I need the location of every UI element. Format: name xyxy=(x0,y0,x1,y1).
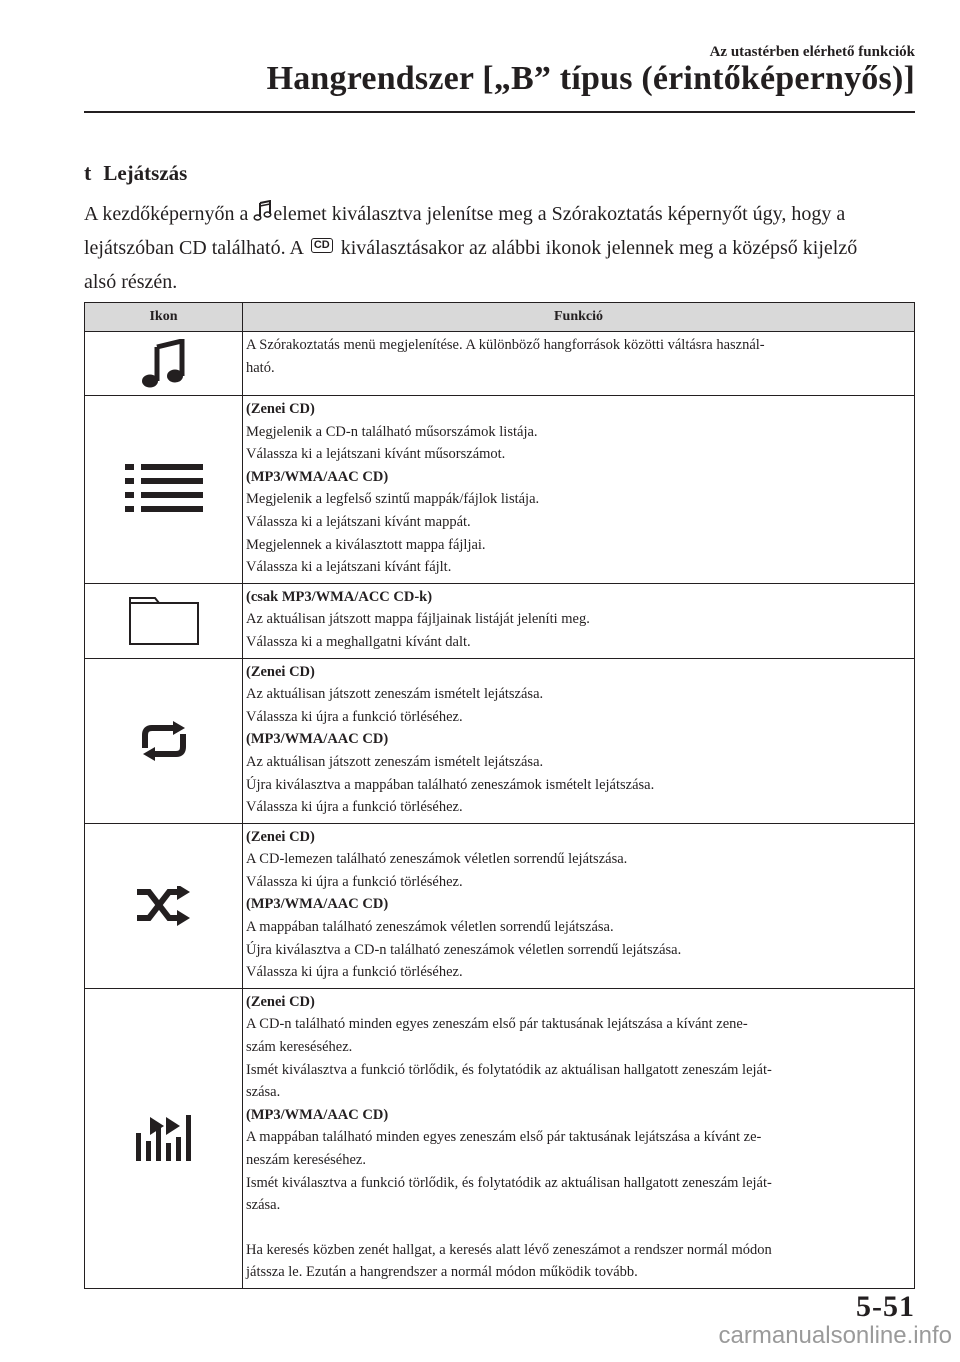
description-line: A mappában található minden egyes zeneszám első pár taktusának lejátszása a kívánt ze- xyxy=(246,1129,762,1146)
description-line: Válassza ki újra a funkció törléséhez. xyxy=(246,799,463,816)
function-table xyxy=(84,302,915,1289)
icon-cell xyxy=(85,332,243,396)
section-title: Lejátszás xyxy=(103,160,188,185)
description-line: A mappában található zeneszámok véletlen sorrendű lejátszása. xyxy=(246,919,614,936)
function-description xyxy=(243,988,915,1288)
function-description xyxy=(243,658,915,823)
cd-type-label: (Zenei CD) xyxy=(246,401,315,417)
description-line: játssza le. Ezután a hangrendszer a normál módon működik tovább. xyxy=(246,1264,638,1281)
description-line: Megjelenik a legfelső szintű mappák/fájlok listája. xyxy=(246,491,540,508)
icon-cell xyxy=(85,583,243,658)
table-row xyxy=(85,658,915,823)
description-line: Válassza ki a meghallgatni kívánt dalt. xyxy=(246,633,471,650)
function-description xyxy=(243,396,915,584)
folder-icon xyxy=(129,611,199,628)
icon-cell xyxy=(85,658,243,823)
description-line: Válassza ki újra a funkció törléséhez. xyxy=(246,873,463,890)
watermark: carmanualsonline.info xyxy=(718,1322,952,1349)
intro-text-1: A kezdőképernyőn a xyxy=(84,203,254,225)
table-body xyxy=(85,332,915,1289)
description-line: Az aktuálisan játszott zeneszám ismételt lejátszása. xyxy=(246,686,544,703)
page-title: Hangrendszer [„B” típus (érintőképernyős)] xyxy=(266,60,915,97)
section-heading xyxy=(84,160,187,186)
description-line: Az aktuálisan játszott zeneszám ismételt lejátszása. xyxy=(246,753,544,770)
list-icon xyxy=(125,480,203,497)
repeat-icon xyxy=(135,731,193,748)
cd-type-label: (csak MP3/WMA/ACC CD-k) xyxy=(246,588,433,605)
description-line: neszám kereséséhez. xyxy=(246,1152,366,1168)
description-line: A CD-n található minden egyes zeneszám első pár taktusának lejátszása a kívánt zene- xyxy=(246,1016,748,1033)
description-line: Újra kiválasztva a CD-n található zeneszámok véletlen sorrendű lejátszása. xyxy=(246,941,682,958)
column-header-function: Funkció xyxy=(243,303,915,332)
table-row xyxy=(85,988,915,1288)
cd-type-label: (MP3/WMA/AAC CD) xyxy=(246,468,389,485)
table-row xyxy=(85,823,915,988)
icon-cell xyxy=(85,396,243,584)
music-note-icon xyxy=(253,200,273,222)
description-line: Ismét kiválasztva a funkció törlődik, és folytatódik az aktuálisan hallgatott zeneszám leját- xyxy=(246,1174,772,1191)
description-line: Ha keresés közben zenét hallgat, a keresés alatt lévő zeneszámot a rendszer normál módon xyxy=(246,1241,772,1258)
description-line: szám kereséséhez. xyxy=(246,1039,353,1056)
description-line: A Szórakoztatás menü megjelenítése. A különböző hangforrások közötti váltásra használ- xyxy=(246,337,765,353)
cd-type-label: (MP3/WMA/AAC CD) xyxy=(246,731,389,748)
description-line: Megjelenik a CD-n található műsorszámok listája. xyxy=(246,423,538,440)
header-divider xyxy=(84,111,915,113)
icon-cell xyxy=(85,823,243,988)
function-description xyxy=(243,583,915,658)
description-line: ható. xyxy=(246,359,275,376)
description-line: Megjelennek a kiválasztott mappa fájljai. xyxy=(246,536,486,553)
cd-type-label: (Zenei CD) xyxy=(246,663,315,680)
description-line: Válassza ki a lejátszani kívánt mappát. xyxy=(246,513,471,530)
table-row xyxy=(85,583,915,658)
description-line: szása. xyxy=(246,1084,281,1101)
description-line: Válassza ki újra a funkció törléséhez. xyxy=(246,708,463,725)
cd-type-label: (Zenei CD) xyxy=(246,993,315,1010)
shuffle-icon xyxy=(135,896,193,913)
description-line: Válassza ki a lejátszani kívánt fájlt. xyxy=(246,559,452,576)
page-number: 5-51 xyxy=(856,1290,915,1323)
function-description xyxy=(243,823,915,988)
section-bullet: t xyxy=(84,160,92,185)
running-header-subtitle: Az utastérben elérhető funkciók xyxy=(709,44,915,60)
description-line: szása. xyxy=(246,1197,281,1214)
description-line: Ismét kiválasztva a funkció törlődik, és folytatódik az aktuálisan hallgatott zeneszám leját- xyxy=(246,1061,772,1078)
table-header-row xyxy=(85,303,915,332)
description-line: Az aktuálisan játszott mappa fájljainak listáját jeleníti meg. xyxy=(246,611,590,628)
description-line: Újra kiválasztva a mappában található zeneszámok ismételt lejátszása. xyxy=(246,776,655,793)
cd-type-label: (Zenei CD) xyxy=(246,828,315,845)
description-line: Válassza ki újra a funkció törléséhez. xyxy=(246,964,463,981)
table-row xyxy=(85,332,915,396)
cd-icon: CD xyxy=(311,238,333,253)
cd-type-label: (MP3/WMA/AAC CD) xyxy=(246,1106,389,1123)
table-row xyxy=(85,396,915,584)
description-line: Válassza ki a lejátszani kívánt műsorszámot. xyxy=(246,446,506,463)
intro-text-3: kiválasztásakor az alábbi ikonok jelennek meg a középső kijelző alsó részén. xyxy=(84,237,858,293)
description-line: A CD-lemezen található zeneszámok véletlen sorrendű lejátszása. xyxy=(246,851,628,868)
icon-cell xyxy=(85,988,243,1288)
column-header-icon: Ikon xyxy=(85,303,243,332)
scan-icon xyxy=(136,1129,192,1146)
intro-paragraph xyxy=(84,197,884,299)
intro-text-2: elemet kiválasztva jelenítse meg a Szórakoztatás képernyőt úgy, hogy a lejátszóban CD található. A xyxy=(84,203,846,259)
paragraph-gap xyxy=(246,1217,910,1239)
music-note-icon xyxy=(140,354,188,371)
function-description xyxy=(243,332,915,396)
cd-type-label: (MP3/WMA/AAC CD) xyxy=(246,896,389,913)
